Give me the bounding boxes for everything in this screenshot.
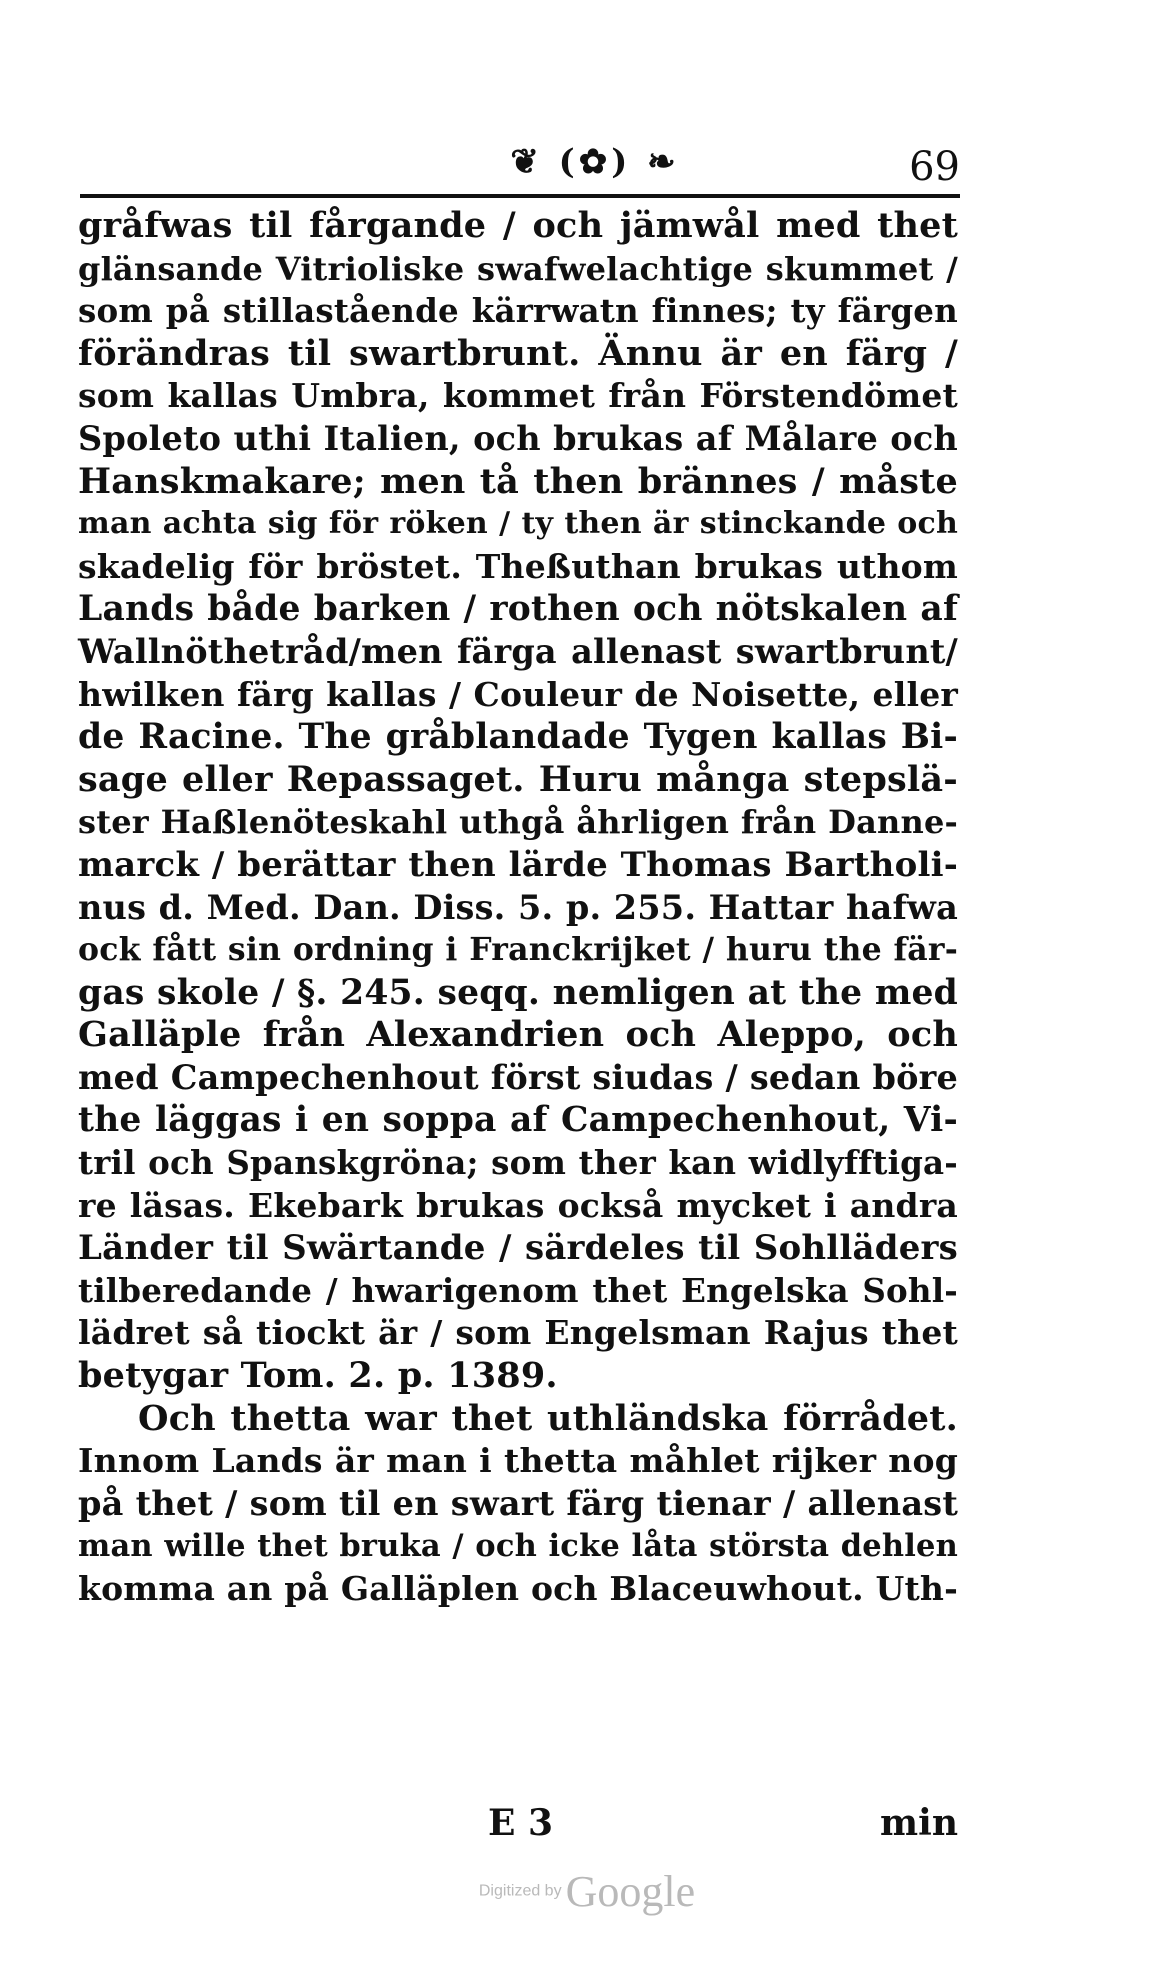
text-line: Länder til Swärtande / särdeles til Sohlläders <box>78 1228 958 1269</box>
text-line: på thet / som til en swart färg tienar / allenast <box>78 1483 958 1523</box>
text-line: sage eller Repassaget. Huru många stepslä- <box>78 758 958 800</box>
text-line: gas skole / §. 245. seqq. nemligen at the med <box>78 972 958 1013</box>
text-line: lädret så tiockt är / som Engelsman Rajus thet <box>78 1313 958 1353</box>
text-line: skadelig för bröstet. Theßuthan brukas uthom <box>78 546 958 586</box>
text-line: som på stillastående kärrwatn finnes; ty färgen <box>78 291 958 331</box>
page-header <box>80 142 960 192</box>
text-line: Spoleto uthi Italien, och brukas af Målare och <box>78 418 958 458</box>
signature-mark: E 3 <box>488 1802 554 1844</box>
page-footer <box>78 1802 958 1852</box>
text-line: gråfwas til fårgande / och jämwål med thet <box>78 205 958 246</box>
catchword: min <box>880 1802 958 1844</box>
text-line: Och thetta war thet uthländska förrådet. <box>138 1397 958 1439</box>
text-line: som kallas Umbra, kommet från Förstendömet <box>78 376 958 416</box>
header-rule <box>80 194 960 198</box>
text-line: komma an på Galläplen och Blaceuwhout. Uth- <box>78 1569 958 1608</box>
watermark-prefix: Digitized by <box>478 1882 562 1900</box>
text-line: Lands både barken / rothen och nötskalen af <box>78 589 958 630</box>
text-line: man achta sig för röken / ty then är stinckande och <box>78 506 958 542</box>
text-line: man wille thet bruka / och icke låta största dehlen <box>78 1528 958 1565</box>
text-line: re läsas. Ekebark brukas också mycket i andra <box>78 1185 958 1225</box>
text-line: the läggas i en soppa af Campechenhout, Vi- <box>78 1100 958 1141</box>
watermark-brand: Google <box>565 1867 696 1916</box>
text-line: de Racine. The gråblandade Tygen kallas Bi- <box>78 717 958 758</box>
page-number: 69 <box>909 144 960 190</box>
text-line: med Campechenhout först siudas / sedan böre <box>78 1057 958 1097</box>
text-line: Galläple från Alexandrien och Aleppo, och <box>78 1014 958 1056</box>
text-line: ock fått sin ordning i Franckrijket / huru the fär- <box>78 931 958 969</box>
text-line: Wallnöthetråd/men färga allenast swartbrunt/ <box>78 631 958 671</box>
paragraph-1 <box>78 205 958 1398</box>
text-line: ster Haßlenöteskahl uthgå åhrligen från Danne- <box>78 803 958 842</box>
text-line: hwilken färg kallas / Couleur de Noisette, eller <box>78 674 958 714</box>
text-line: marck / berättar then lärde Thomas Bartholi- <box>78 844 958 885</box>
text-line: tril och Spanskgröna; som ther kan widlyfftiga- <box>78 1143 958 1183</box>
paragraph-2 <box>78 1398 958 1611</box>
body-text <box>78 205 958 1611</box>
text-line: nus d. Med. Dan. Diss. 5. p. 255. Hattar hafwa <box>78 887 958 927</box>
text-line: glänsande Vitrioliske swafwelachtige skummet / <box>78 249 958 288</box>
text-line: betygar Tom. 2. p. 1389. <box>78 1355 558 1397</box>
text-line: Innom Lands är man i thetta måhlet rijker nog <box>78 1441 958 1481</box>
text-line: Hanskmakare; men tå then brännes / måste <box>78 460 958 502</box>
text-line: förändras til swartbrunt. Ännu är en färg / <box>78 332 958 374</box>
digitization-watermark <box>0 1866 1174 1917</box>
text-line: tilberedande / hwarigenom thet Engelska Sohl- <box>78 1270 958 1310</box>
header-ornament: ❦ (✿) ❧ <box>510 142 680 182</box>
